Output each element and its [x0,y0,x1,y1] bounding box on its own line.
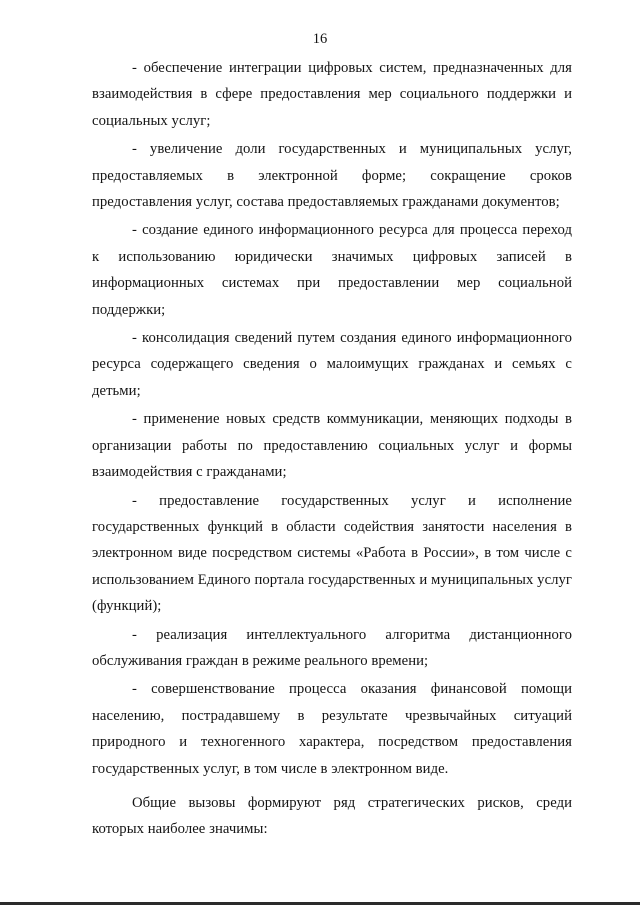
list-item-paragraph: - увеличение доли государственных и муниципальных услуг, предоставляемых в электронной форме; сокращение сроков предоставления услуг, состава предоставляемых гражданами документов; [92,141,572,211]
page-number: 16 [312,31,328,47]
summary-paragraph: Общие вызовы формируют ряд стратегических рисков, среди которых наиболее значимы: [92,794,572,838]
list-item-paragraph: - консолидация сведений путем создания единого информационного ресурса содержащего сведения о малоимущих гражданах и семьях с детьми; [92,330,572,399]
document-body [92,55,572,845]
list-item-paragraph: - совершенствование процесса оказания финансовой помощи населению, пострадавшему в результате чрезвычайных ситуаций природного и техногенного характера, посредством предоставления государственных услуг, в том числе в электронном виде. [92,681,572,777]
list-item-paragraph: - реализация интеллектуального алгоритма дистанционного обслуживания граждан в режиме реального времени; [92,626,572,669]
list-item-paragraph: - предоставление государственных услуг и исполнение государственных функций в области содействия занятости населения в электронном виде посредством системы «Работа в России», в том числе с использованием Единого портала государственных и муниципальных услуг (функций); [92,492,572,615]
list-item-paragraph: - применение новых средств коммуникации, меняющих подходы в организации работы по предоставлению социальных услуг и формы взаимодействия с гражданами; [92,411,572,481]
list-item-paragraph: - обеспечение интеграции цифровых систем, предназначенных для взаимодействия в сфере предоставления мер социального поддержки и социальных услуг; [92,60,572,129]
list-item-paragraph: - создание единого информационного ресурса для процесса переход к использованию юридически значимых цифровых записей в информационных системах при предоставлении мер социальной поддержки; [92,222,572,318]
